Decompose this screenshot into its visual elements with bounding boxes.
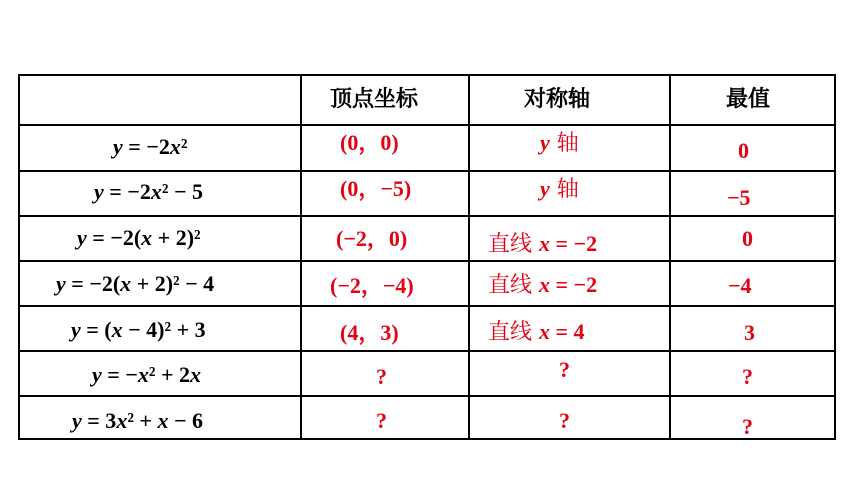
equation-cell: y = 3x² + x − 6: [72, 408, 203, 433]
extreme-cell: 0: [742, 226, 753, 251]
extreme-cell: 0: [738, 138, 749, 163]
header-vertex: 顶点坐标: [330, 87, 419, 112]
row-divider: [20, 395, 834, 397]
equation-cell: y = −x² + 2x: [92, 362, 201, 387]
extreme-cell: ?: [742, 414, 753, 439]
equation-cell: y = −2(x + 2)² − 4: [56, 271, 215, 296]
column-divider: [300, 76, 302, 438]
equation-cell: y = (x − 4)² + 3: [71, 317, 206, 342]
vertex-cell: ?: [376, 408, 387, 433]
extreme-cell: 3: [744, 320, 755, 345]
axis-cell: y 轴: [540, 130, 579, 156]
comparison-table: [18, 74, 836, 440]
equation-cell: y = −2x²: [113, 134, 188, 159]
row-divider: [20, 215, 834, 217]
column-divider: [468, 76, 470, 438]
header-axis: 对称轴: [524, 87, 591, 112]
row-divider: [20, 170, 834, 172]
row-divider: [20, 124, 834, 126]
equation-cell: y = −2(x + 2)²: [77, 225, 201, 250]
extreme-cell: ?: [742, 364, 753, 389]
header-extreme: 最值: [726, 87, 771, 112]
extreme-cell: −5: [727, 185, 751, 210]
axis-cell: ?: [559, 408, 570, 433]
axis-cell: 直线 x = −2: [488, 272, 598, 298]
vertex-cell: (0，0): [340, 130, 399, 155]
vertex-cell: (4，3): [340, 320, 399, 345]
column-divider: [669, 76, 671, 438]
vertex-cell: ?: [376, 364, 387, 389]
vertex-cell: (−2，0): [336, 226, 408, 251]
vertex-cell: (0，−5): [340, 176, 412, 201]
vertex-cell: (−2，−4): [330, 273, 414, 298]
equation-cell: y = −2x² − 5: [94, 179, 203, 204]
row-divider: [20, 350, 834, 352]
axis-cell: 直线 x = 4: [488, 319, 585, 345]
row-divider: [20, 260, 834, 262]
axis-cell: 直线 x = −2: [488, 231, 598, 257]
row-divider: [20, 305, 834, 307]
axis-cell: y 轴: [540, 176, 579, 202]
extreme-cell: −4: [728, 273, 752, 298]
axis-cell: ?: [559, 357, 570, 382]
